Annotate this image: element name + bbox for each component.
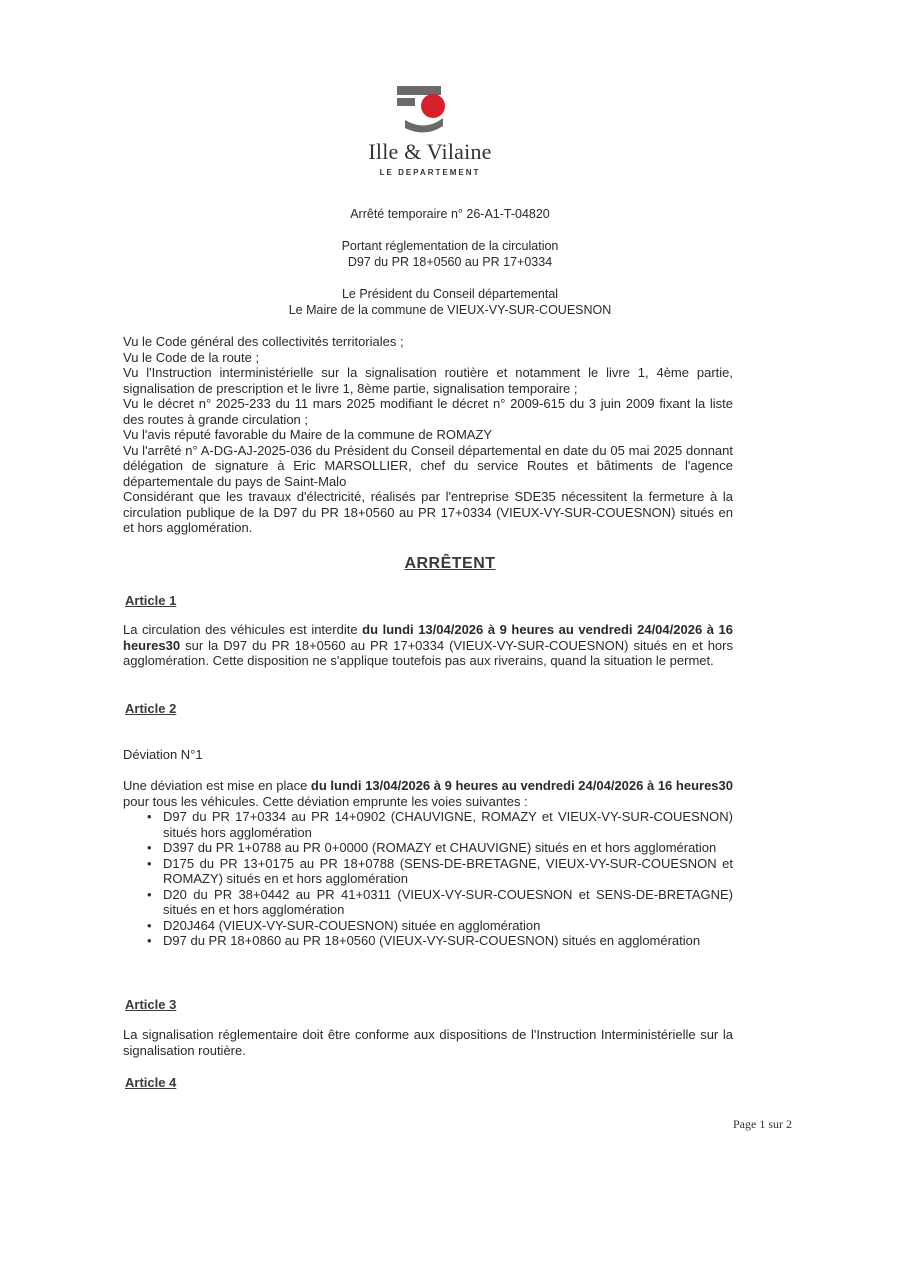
article-3-title: Article 3 [125, 997, 177, 1012]
arretent-heading: ARRÊTENT [404, 555, 496, 572]
article-1-dates: du lundi 13/04/2026 à 9 heures au vendredi 24/04/2026 à 16 heures30 [123, 622, 733, 653]
deviation-title: Déviation N°1 [123, 747, 203, 762]
article-2-content [123, 778, 733, 949]
considerant-item: Vu le décret n° 2025-233 du 11 mars 2025 modifiant le décret n° 2009-615 du 3 juin 2009 fixant la liste des routes à grande circulation ; [123, 396, 733, 427]
article-2-intro-after: pour tous les véhicules. Cette déviation emprunte les voies suivantes : [123, 793, 528, 809]
department-logo [350, 84, 510, 184]
subject-line-2: D97 du PR 18+0560 au PR 17+0334 [347, 255, 553, 269]
article-3-text [123, 1027, 733, 1058]
considerant-item: Vu le Code général des collectivités territoriales ; [123, 334, 404, 349]
deviation-road-item: • D97 du PR 17+0334 au PR 14+0902 (CHAUVIGNE, ROMAZY et VIEUX-VY-SUR-COUESNON) situés hors agglomération [147, 809, 733, 840]
deviation-road-item: • D397 du PR 1+0788 au PR 0+0000 (ROMAZY et CHAUVIGNE) situés en et hors agglomération [147, 840, 733, 856]
article-1-text-after: sur la D97 du PR 18+0560 au PR 17+0334 (VIEUX-VY-SUR-COUESNON) situés en et hors agglomération. Cette disposition ne s'applique toutefois pas aux riverains, quand la situation le permet. [123, 637, 733, 668]
deviation-road-list [123, 809, 733, 949]
ille-et-vilaine-logo-icon [395, 84, 465, 139]
considerants-block [123, 334, 733, 536]
page-number: Page 1 sur 2 [733, 1117, 792, 1131]
article-1-text [123, 622, 733, 669]
considerant-item: Vu l'avis réputé favorable du Maire de la commune de ROMAZY [123, 427, 493, 442]
article-2-intro-before: Une déviation est mise en place [123, 778, 311, 793]
article-2-title: Article 2 [125, 701, 177, 716]
article-3-paragraph: La signalisation réglementaire doit être conforme aux dispositions de l'Instruction Interministérielle sur la signalisation routière. [123, 1027, 733, 1058]
considerant-item: Considérant que les travaux d'électricité, réalisés par l'entreprise SDE35 nécessitent la fermeture à la circulation publique de la D97 du PR 18+0560 au PR 17+0334 (VIEUX-VY-SUR-COUESNON) situés en et hors agglomération. [123, 489, 733, 535]
authority-line-1: Le Président du Conseil départemental [341, 287, 559, 301]
considerant-item: Vu l'arrêté n° A-DG-AJ-2025-036 du Président du Conseil départemental en date du 05 mai 2025 donnant délégation de signature à Eric MARSOLLIER, chef du service Routes et bâtiments de l'agence départementale du pays de Saint-Malo [123, 442, 733, 489]
article-2-dates: du lundi 13/04/2026 à 9 heures au vendredi 24/04/2026 à 16 heures30 [310, 778, 733, 793]
deviation-road-item: • D20J464 (VIEUX-VY-SUR-COUESNON) située en agglomération [147, 918, 733, 934]
deviation-road-item: • D97 du PR 18+0860 au PR 18+0560 (VIEUX-VY-SUR-COUESNON) situés en agglomération [147, 933, 733, 949]
subject-line-1: Portant réglementation de la circulation [341, 239, 559, 253]
logo-name: Ille & Vilaine [368, 139, 492, 164]
arrete-number: Arrêté temporaire n° 26-A1-T-04820 [350, 207, 550, 221]
deviation-road-item: • D20 du PR 38+0442 au PR 41+0311 (VIEUX-VY-SUR-COUESNON et SENS-DE-BRETAGNE) situés en et hors agglomération [147, 887, 733, 918]
logo-subtitle: LE DEPARTEMENT [379, 168, 481, 177]
deviation-road-item: • D175 du PR 13+0175 au PR 18+0788 (SENS-DE-BRETAGNE, VIEUX-VY-SUR-COUESNON et ROMAZY) situés en et hors agglomération [147, 856, 733, 887]
considerant-item: Vu le Code de la route ; [123, 349, 260, 365]
article-1-text-before: La circulation des véhicules est interdite [123, 622, 363, 637]
authority-line-2: Le Maire de la commune de VIEUX-VY-SUR-COUESNON [288, 303, 612, 317]
article-1-title: Article 1 [125, 593, 177, 608]
considerant-item: Vu l'Instruction interministérielle sur la signalisation routière et notamment le livre 1, 4ème partie, signalisation de prescription et le livre 1, 8ème partie, signalisation temporaire ; [123, 365, 733, 396]
article-4-title: Article 4 [125, 1075, 177, 1090]
